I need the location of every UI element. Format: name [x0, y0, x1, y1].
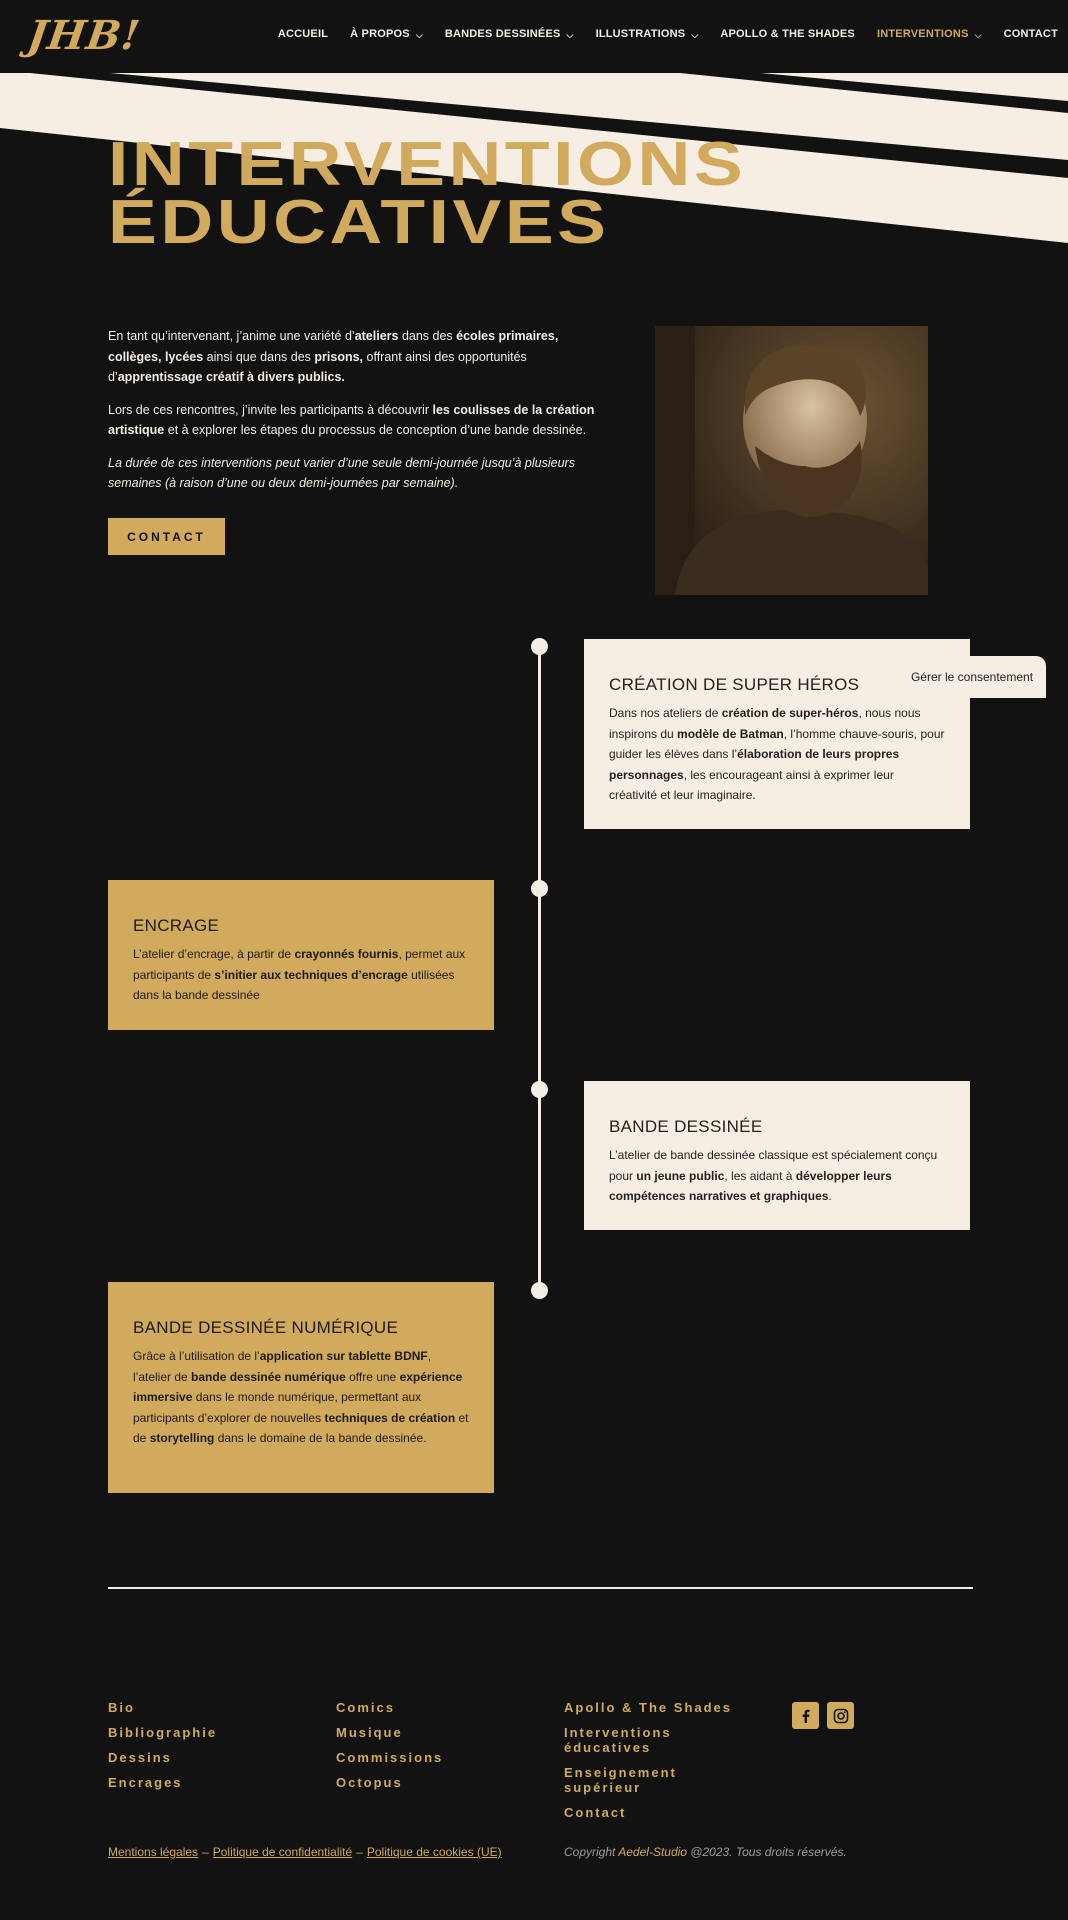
- card-text-segment: , l’homme chauve-souris, pour guider les élèves dans l’: [609, 726, 945, 761]
- footer-link-octopus[interactable]: Octopus: [336, 1775, 403, 1790]
- card-bold-segment: modèle de Batman: [677, 726, 784, 741]
- timeline-line: [538, 646, 541, 1290]
- intro-text-segment: et à explorer les étapes du processus de conception d’une bande dessinée.: [164, 423, 587, 437]
- nav-item-illustrations[interactable]: [596, 28, 699, 40]
- page-title-line2: ÉDUCATIVES: [108, 188, 610, 257]
- timeline-dot: [531, 638, 548, 655]
- consent-tab[interactable]: Gérer le consentement: [898, 656, 1046, 698]
- card-bold-segment: expérience immersive: [133, 1369, 463, 1404]
- footer-link-comics[interactable]: Comics: [336, 1700, 395, 1715]
- timeline-dot: [531, 1081, 548, 1098]
- card-text-segment: , permet aux participants de: [133, 947, 466, 982]
- footer-col-3: [564, 1700, 749, 1830]
- chevron-down-icon: ⌵: [566, 29, 574, 40]
- footer-link-interventions[interactable]: Interventions éducatives: [564, 1725, 672, 1755]
- facebook-icon[interactable]: [792, 1702, 819, 1729]
- nav-item-a-propos[interactable]: [350, 28, 423, 40]
- card-body: [609, 1145, 945, 1207]
- legal-link-mentions[interactable]: Mentions légales: [108, 1845, 199, 1859]
- chevron-down-icon: ⌵: [974, 29, 982, 40]
- timeline-card-encrage: [108, 880, 494, 1030]
- intro-bold-segment: prisons,: [314, 349, 364, 364]
- nav-item-label: INTERVENTIONS: [876, 28, 969, 40]
- card-text-segment: dans le domaine de la bande dessinée.: [214, 1431, 427, 1445]
- portrait-photo: [655, 326, 928, 595]
- intro-bold-segment: apprentissage créatif à divers publics.: [117, 370, 345, 384]
- card-body: [133, 1346, 469, 1449]
- card-text-segment: dans le monde numérique, permettant aux participants d’explorer de nouvelles: [133, 1390, 422, 1425]
- footer-link-bibliographie[interactable]: Bibliographie: [108, 1725, 218, 1740]
- footer-link-apollo[interactable]: Apollo & The Shades: [564, 1700, 733, 1715]
- card-text-segment: offre une: [345, 1369, 400, 1384]
- nav-item-contact[interactable]: [1004, 28, 1058, 40]
- intro-bold-segment: écoles primaires, collèges, lycées: [108, 329, 559, 364]
- nav-item-accueil[interactable]: [278, 28, 328, 40]
- nav-item-label: ILLUSTRATIONS: [595, 28, 686, 40]
- intro-duration-note: La durée de ces interventions peut varier d’une seule demi-journée jusqu’à plusieurs semaines (à raison d’une ou deux demi-journées par semaine).: [108, 455, 575, 490]
- nav-item-apollo[interactable]: [720, 28, 855, 40]
- timeline-dot: [531, 1282, 548, 1299]
- nav-item-label: APOLLO & THE SHADES: [720, 28, 855, 40]
- page-title-line1: INTERVENTIONS: [108, 130, 747, 199]
- footer-link-musique[interactable]: Musique: [336, 1725, 403, 1740]
- card-bold-segment: s’initier aux techniques d’encrage: [214, 967, 408, 982]
- intro-text-segment: En tant qu’intervenant, j’anime une variété d’: [108, 329, 355, 343]
- card-title: CRÉATION DE SUPER HÉROS: [609, 675, 860, 694]
- intro-text-segment: Lors de ces rencontres, j’invite les participants à découvrir: [108, 402, 433, 417]
- card-text-segment: utilisées dans la bande dessinée: [133, 967, 455, 1002]
- card-title: ENCRAGE: [133, 916, 220, 935]
- card-text-segment: , les aidant à: [724, 1168, 796, 1183]
- footer-link-bio[interactable]: Bio: [108, 1700, 135, 1715]
- nav-item-label: À PROPOS: [350, 28, 410, 40]
- footer-divider: [108, 1587, 973, 1589]
- site-logo[interactable]: JHB!: [24, 12, 144, 59]
- intro-text-segment: offrant ainsi des opportunités d’: [108, 349, 527, 384]
- card-text-segment: .: [828, 1189, 832, 1203]
- card-bold-segment: techniques de création: [324, 1410, 456, 1425]
- portrait-image: [655, 326, 928, 595]
- card-bold-segment: application sur tablette BDNF: [259, 1349, 428, 1363]
- card-text-segment: Dans nos ateliers de: [609, 706, 722, 720]
- intro-bold-segment: ateliers: [354, 329, 399, 343]
- card-title: BANDE DESSINÉE NUMÉRIQUE: [133, 1318, 399, 1337]
- card-bold-segment: bande dessinée numérique: [191, 1369, 346, 1384]
- card-text-segment: Grâce à l’utilisation de l’: [133, 1349, 260, 1363]
- card-text-segment: et de: [133, 1410, 469, 1445]
- footer-link-commissions[interactable]: Commissions: [336, 1750, 444, 1765]
- card-bold-segment: création de super-héros: [721, 706, 859, 720]
- nav-item-label: BANDES DESSINÉES: [444, 28, 561, 40]
- card-bold-segment: crayonnés fournis: [294, 947, 399, 961]
- main-nav: [256, 28, 1058, 40]
- site-header: [0, 0, 1068, 73]
- card-text-segment: L’atelier de bande dessinée classique est spécialement conçu pour: [609, 1148, 938, 1183]
- copyright-suffix: @2023. Tous droits réservés.: [686, 1845, 847, 1859]
- card-bold-segment: storytelling: [149, 1431, 215, 1445]
- card-bold-segment: élaboration de leurs propres personnages: [609, 747, 900, 782]
- nav-item-bandes-dessinees[interactable]: [445, 28, 574, 40]
- instagram-icon[interactable]: [827, 1702, 854, 1729]
- chevron-down-icon: ⌵: [415, 29, 423, 40]
- copyright-text: [564, 1845, 847, 1859]
- nav-item-interventions[interactable]: [877, 28, 982, 40]
- intro-text-segment: ainsi que dans des: [203, 349, 315, 364]
- card-body: [133, 944, 469, 1006]
- timeline-dot: [531, 880, 548, 897]
- card-body: [609, 703, 945, 806]
- card-bold-segment: développer leurs compétences narratives et graphiques: [609, 1168, 892, 1203]
- timeline-card-bande-dessinee: [584, 1081, 970, 1230]
- footer-link-contact[interactable]: Contact: [564, 1805, 627, 1820]
- page-title: [108, 130, 747, 257]
- nav-item-label: ACCUEIL: [277, 28, 329, 40]
- intro-paragraph-2: [108, 400, 604, 441]
- contact-button[interactable]: CONTACT: [108, 518, 225, 555]
- legal-separator: –: [356, 1845, 363, 1859]
- timeline-card-bd-numerique: [108, 1282, 494, 1493]
- chevron-down-icon: ⌵: [691, 29, 699, 40]
- card-text-segment: , nous nous inspirons du: [609, 706, 921, 741]
- card-text-segment: , l’atelier de: [133, 1349, 432, 1384]
- legal-link-cookies[interactable]: Politique de cookies (UE): [366, 1845, 502, 1859]
- footer-link-enseignement[interactable]: Enseignement supérieur: [564, 1765, 677, 1795]
- nav-item-label: CONTACT: [1003, 28, 1058, 40]
- card-text-segment: L’atelier d’encrage, à partir de: [133, 947, 295, 961]
- intro-paragraph-3: [108, 453, 604, 494]
- card-bold-segment: un jeune public: [636, 1168, 725, 1183]
- intro-text: [108, 326, 604, 506]
- footer-link-encrages[interactable]: Encrages: [108, 1775, 183, 1790]
- card-title: BANDE DESSINÉE: [609, 1117, 763, 1136]
- footer-col-1: [108, 1700, 217, 1800]
- legal-link-confidentialite[interactable]: Politique de confidentialité: [212, 1845, 353, 1859]
- legal-links: [108, 1845, 502, 1859]
- copyright-studio-link[interactable]: Aedel-Studio: [618, 1845, 687, 1859]
- card-text-segment: , les encourageant ainsi à exprimer leur créativité et leur imaginaire.: [609, 767, 894, 802]
- intro-paragraph-1: [108, 326, 604, 388]
- footer-link-dessins[interactable]: Dessins: [108, 1750, 172, 1765]
- legal-separator: –: [202, 1845, 209, 1859]
- copyright-prefix: Copyright: [564, 1845, 619, 1859]
- intro-text-segment: dans des: [398, 329, 457, 343]
- footer-col-2: [336, 1700, 443, 1800]
- intro-bold-segment: les coulisses de la création artistique: [108, 402, 595, 437]
